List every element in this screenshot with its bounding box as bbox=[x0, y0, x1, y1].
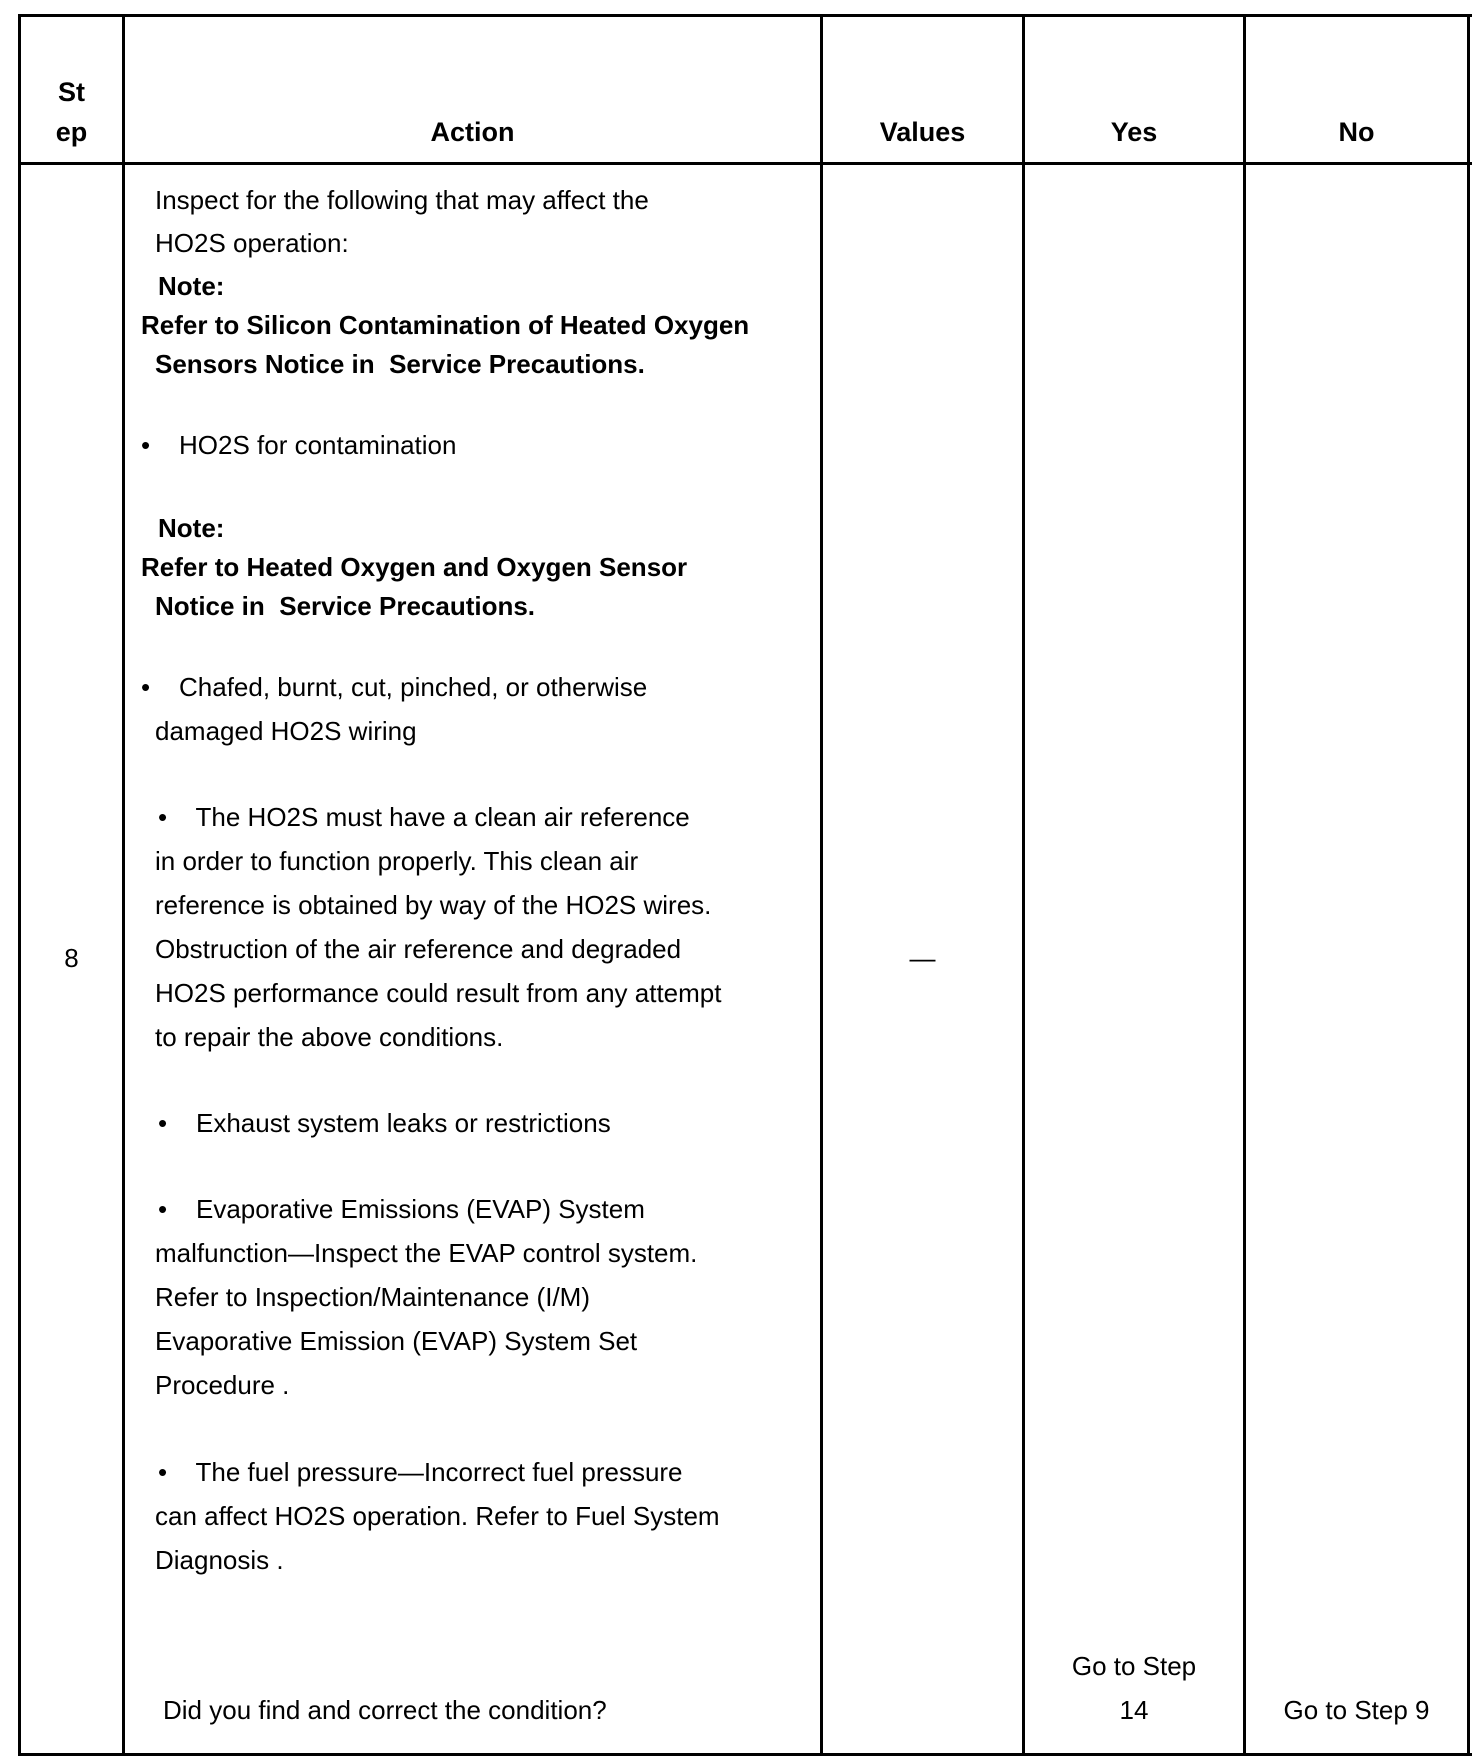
bullet-wiring-line2: damaged HO2S wiring bbox=[155, 716, 417, 746]
yes-cell-line2: 14 bbox=[1119, 1695, 1149, 1725]
note1-line1: Refer to Silicon Contamination of Heated Oxygen bbox=[141, 310, 750, 340]
bullet-contamination: • HO2S for contamination bbox=[141, 430, 457, 460]
note1-line2: Sensors Notice in Service Precautions. bbox=[155, 349, 645, 379]
note2-line2: Notice in Service Precautions. bbox=[155, 591, 536, 621]
note2-label: Note: bbox=[158, 513, 225, 543]
column-divider-yes-no bbox=[1243, 14, 1246, 1756]
bullet-air-reference-line5: HO2S performance could result from any attempt bbox=[155, 978, 722, 1008]
table-border-bottom bbox=[18, 1753, 1472, 1756]
intro-line2: HO2S operation: bbox=[155, 228, 349, 258]
note1-label: Note: bbox=[158, 271, 225, 301]
bullet-evap-line4: Evaporative Emission (EVAP) System Set bbox=[155, 1326, 638, 1356]
bullet-exhaust: • Exhaust system leaks or restrictions bbox=[158, 1108, 611, 1138]
header-values: Values bbox=[879, 117, 966, 147]
bullet-evap-line1: • Evaporative Emissions (EVAP) System bbox=[158, 1194, 645, 1224]
bullet-wiring-line1: • Chafed, burnt, cut, pinched, or otherwise bbox=[141, 672, 648, 702]
bullet-evap-line5: Procedure . bbox=[155, 1370, 290, 1400]
note2-line1: Refer to Heated Oxygen and Oxygen Sensor bbox=[141, 552, 688, 582]
no-cell: Go to Step 9 bbox=[1283, 1695, 1430, 1725]
column-divider-action-values bbox=[820, 14, 823, 1756]
column-divider-values-yes bbox=[1022, 14, 1025, 1756]
question-text: Did you find and correct the condition? bbox=[163, 1695, 607, 1725]
values-cell: — bbox=[909, 943, 936, 973]
bullet-evap-line3: Refer to Inspection/Maintenance (I/M) bbox=[155, 1282, 590, 1312]
table-border-left bbox=[18, 14, 21, 1756]
header-step-line1: St bbox=[58, 77, 85, 107]
bullet-fuel-line2: can affect HO2S operation. Refer to Fuel System bbox=[155, 1501, 720, 1531]
yes-cell bbox=[1025, 1644, 1243, 1732]
header-yes: Yes bbox=[1110, 117, 1158, 147]
header-step-line2: ep bbox=[55, 117, 88, 147]
action-cell bbox=[122, 14, 820, 1753]
yes-cell-line1: Go to Step bbox=[1071, 1651, 1197, 1681]
bullet-fuel-line3: Diagnosis . bbox=[155, 1545, 284, 1575]
bullet-air-reference-line1: • The HO2S must have a clean air reference bbox=[158, 802, 690, 832]
header-action: Action bbox=[430, 117, 515, 147]
table-border-right bbox=[1467, 14, 1470, 1756]
header-no: No bbox=[1338, 117, 1375, 147]
bullet-air-reference-line3: reference is obtained by way of the HO2S wires. bbox=[155, 890, 712, 920]
header-step bbox=[21, 72, 122, 152]
intro-line1: Inspect for the following that may affect the bbox=[155, 185, 649, 215]
bullet-evap-line2: malfunction—Inspect the EVAP control system. bbox=[155, 1238, 698, 1268]
bullet-air-reference-line4: Obstruction of the air reference and degraded bbox=[155, 934, 682, 964]
bullet-fuel-line1: • The fuel pressure—Incorrect fuel pressure bbox=[158, 1457, 683, 1487]
bullet-air-reference-line6: to repair the above conditions. bbox=[155, 1022, 504, 1052]
diagnostic-table bbox=[18, 14, 1472, 1756]
bullet-air-reference-line2: in order to function properly. This clean air bbox=[155, 846, 639, 876]
step-number: 8 bbox=[64, 943, 79, 973]
